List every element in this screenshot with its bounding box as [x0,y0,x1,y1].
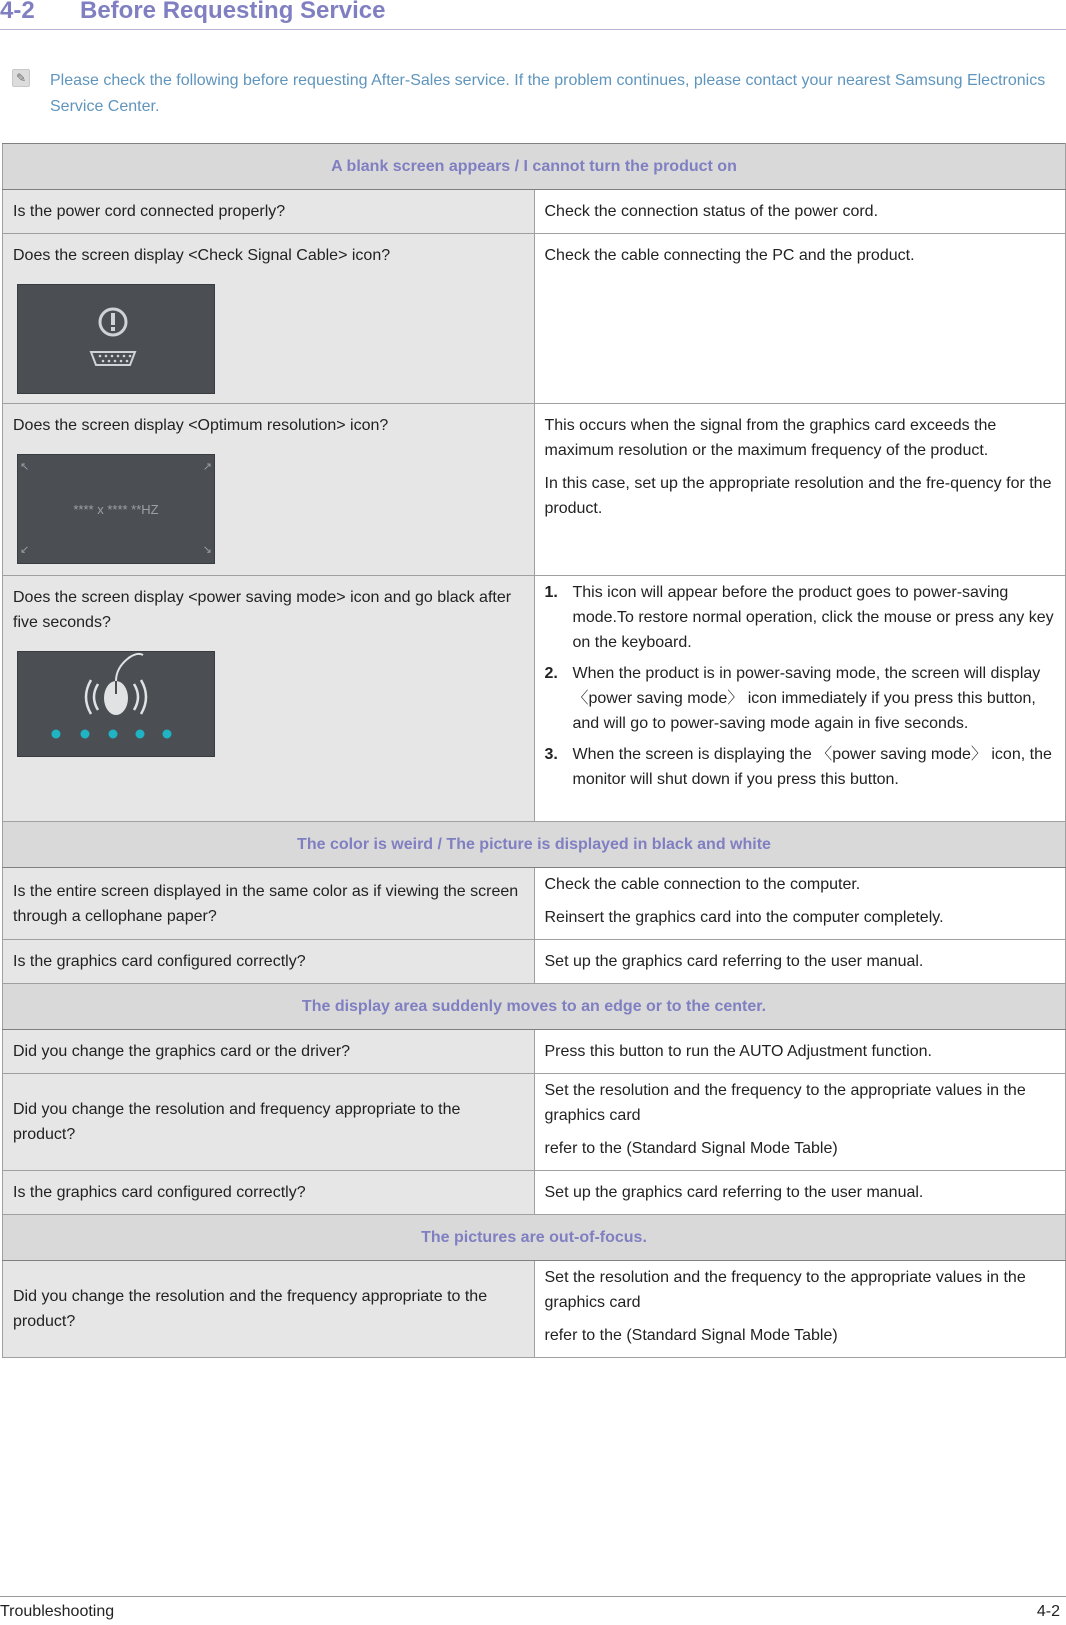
table-row [3,1261,1066,1358]
section-title: The display area suddenly moves to an edge or to the center. [3,984,1066,1030]
footer-chapter: Troubleshooting [0,1603,115,1620]
table-row [3,234,1066,404]
arrow-top-right-icon: ↗ [202,461,212,473]
answer-cell: Check the connection status of the power cord. [534,190,1066,234]
table-row [3,190,1066,234]
answer-text: Set the resolution and the frequency to the appropriate values in the graphics card [544,1082,1026,1124]
list-text: When the screen is displaying the 〈power saving mode〉 icon, the monitor will shut down if you press this button. [572,746,1052,788]
table-row [3,404,1066,576]
table-row [3,940,1066,984]
arrow-bottom-right-icon: ↘ [202,544,212,556]
section-title: The pictures are out-of-focus. [3,1215,1066,1261]
section-header-row [3,144,1066,190]
question-cell [3,576,535,822]
question-cell: Is the graphics card configured correctly? [3,940,535,984]
answer-text: refer to the (Standard Signal Mode Table) [544,1327,838,1344]
question-cell: Did you change the resolution and the frequency appropriate to the product? [3,1261,535,1358]
answer-text: Check the cable connection to the computer. [544,876,861,893]
list-text: This icon will appear before the product goes to power-saving mode.To restore normal operation, click the mouse or press any key on the keyboard. [572,584,1054,651]
section-title: A blank screen appears / I cannot turn the product on [3,144,1066,190]
answer-cell [534,404,1066,576]
answer-cell: Set up the graphics card referring to the user manual. [534,940,1066,984]
question-cell: Did you change the resolution and frequency appropriate to the product? [3,1074,535,1171]
arrow-bottom-left-icon: ↙ [20,544,30,556]
answer-cell: Set up the graphics card referring to the user manual. [534,1171,1066,1215]
answer-cell: Press this button to run the AUTO Adjustment function. [534,1030,1066,1074]
question-cell: Is the entire screen displayed in the same color as if viewing the screen through a cellophane paper? [3,868,535,940]
list-text: When the product is in power-saving mode, the screen will display 〈power saving mode〉 icon immediately if you press this button, and will go to power-saving mode again in five seconds. [572,665,1041,732]
section-number: 4-2 [0,0,35,24]
answer-text: Set the resolution and the frequency to the appropriate values in the graphics card [544,1269,1026,1311]
page-title: Before Requesting Service [80,0,386,24]
question-cell: Is the power cord connected properly? [3,190,535,234]
table-row [3,576,1066,822]
list-item [545,661,1056,736]
answer-cell [534,576,1066,822]
list-number: 3. [544,746,558,763]
question-cell: Is the graphics card configured correctly? [3,1171,535,1215]
answer-cell [534,1261,1066,1358]
answer-list [545,580,1056,792]
table-row [3,868,1066,940]
optimum-resolution-image [17,454,215,564]
section-header-row [3,822,1066,868]
answer-cell [534,868,1066,940]
note-icon: ✎ [12,69,30,87]
footer-page-number: 4-2 [1036,1603,1060,1620]
answer-cell [534,1074,1066,1171]
section-title: The color is weird / The picture is displayed in black and white [3,822,1066,868]
power-saving-mode-image [17,651,215,757]
arrow-top-left-icon: ↖ [20,461,30,473]
question-cell [3,404,535,576]
page-header [0,0,1066,30]
question-cell: Did you change the graphics card or the driver? [3,1030,535,1074]
table-row [3,1030,1066,1074]
question-text: Does the screen display <Optimum resolution> icon? [13,417,389,434]
question-text: Does the screen display <Check Signal Cable> icon? [13,247,391,264]
list-item [545,742,1056,792]
check-signal-cable-image [17,284,215,394]
answer-text: refer to the (Standard Signal Mode Table) [544,1140,838,1157]
signal-cable-icon [18,285,216,395]
answer-text: Reinsert the graphics card into the computer completely. [544,909,944,926]
question-cell [3,234,535,404]
resolution-text: **** x **** **HZ [73,502,159,517]
troubleshooting-table [2,143,1066,1358]
answer-cell: Check the cable connecting the PC and the product. [534,234,1066,404]
list-number: 2. [544,665,558,682]
list-number: 1. [544,584,558,601]
mouse-icon [18,652,216,758]
answer-text: In this case, set up the appropriate resolution and the fre-quency for the product. [544,475,1052,517]
table-row [3,1074,1066,1171]
table-row [3,1171,1066,1215]
question-text: Does the screen display <power saving mode> icon and go black after five seconds? [13,589,512,631]
section-header-row [3,1215,1066,1261]
answer-text: This occurs when the signal from the graphics card exceeds the maximum resolution or the maximum frequency of the product. [544,417,997,459]
page-footer [0,1596,1066,1625]
section-header-row [3,984,1066,1030]
note-text: Please check the following before requesting After-Sales service. If the problem continues, please contact your nearest Samsung Electronics Service Center. [50,72,1046,115]
list-item [545,580,1056,655]
